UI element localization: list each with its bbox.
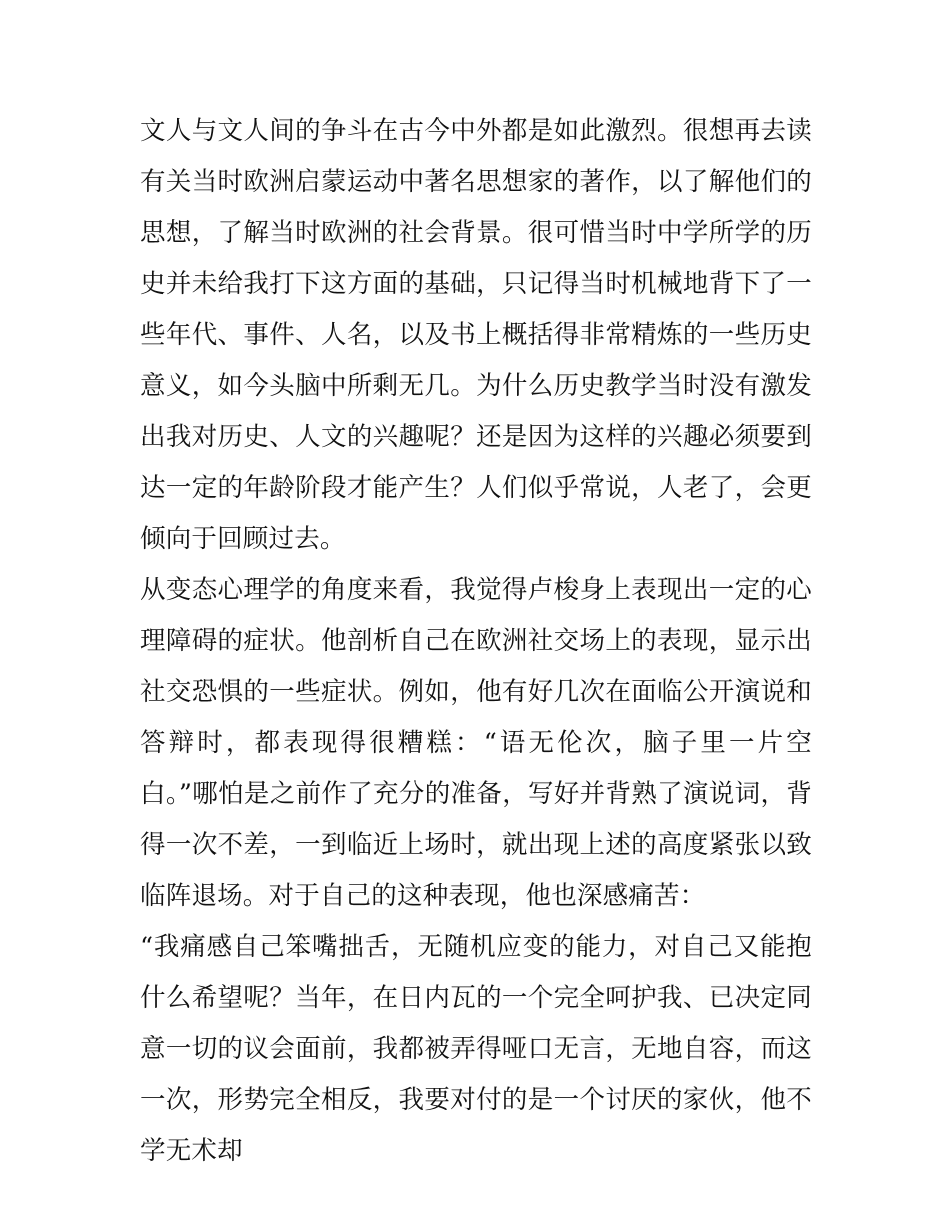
paragraph-2: 从变态心理学的角度来看，我觉得卢梭身上表现出一定的心理障碍的症状。他剖析自己在欧洲社交场上的表现，显示出社交恐惧的一些症状。例如，他有好几次在面临公开演说和答辩时，都表现得很糟糕：“语无伦次，脑子里一片空白。”哪怕是之前作了充分的准备，写好并背熟了演说词，背得一次不差，一到临近上场时，就出现上述的高度紧张以致临阵退场。对于自己的这种表现，他也深感痛苦： <box>140 575 812 911</box>
document-page <box>140 106 812 1177</box>
paragraph-3: “我痛感自己笨嘴拙舌，无随机应变的能力，对自己又能抱什么希望呢？当年，在日内瓦的一个完全呵护我、已决定同意一切的议会面前，我都被弄得哑口无言，无地自容，而这一次，形势完全相反，我要对付的是一个讨厌的家伙，他不学无术却 <box>140 932 812 1166</box>
paragraph-1: 文人与文人间的争斗在古今中外都是如此激烈。很想再去读有关当时欧洲启蒙运动中著名思想家的著作，以了解他们的思想，了解当时欧洲的社会背景。很可惜当时中学所学的历史并未给我打下这方面的基础，只记得当时机械地背下了一些年代、事件、人名，以及书上概括得非常精炼的一些历史意义，如今头脑中所剩无几。为什么历史教学当时没有激发出我对历史、人文的兴趣呢？还是因为这样的兴趣必须要到达一定的年龄阶段才能产生？人们似乎常说，人老了，会更倾向于回顾过去。 <box>140 116 812 554</box>
